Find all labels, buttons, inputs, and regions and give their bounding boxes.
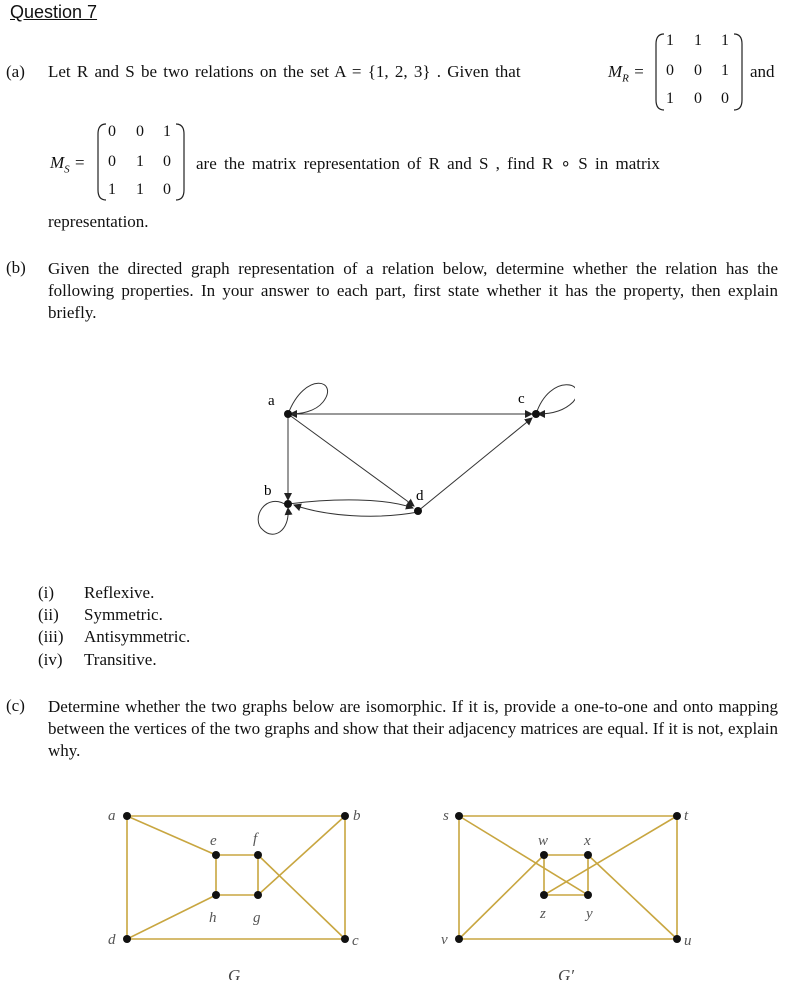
- part-c-text: Determine whether the two graphs below are isomorphic. If it is, provide a one-to-one and onto mapping between the vertices of the two graphs and show that their adjacency matrices are equal. If it is not, explain why.: [48, 697, 778, 760]
- ms-cell: 0: [163, 181, 171, 198]
- vertex-gp-s: [455, 812, 463, 820]
- edge-a-d: [288, 414, 414, 506]
- property-item: (ii) Symmetric.: [38, 605, 163, 624]
- vertex-label-gp-t: t: [684, 808, 689, 824]
- ms-cell: 1: [108, 181, 116, 198]
- graph-g-prime-name: G′: [558, 966, 574, 980]
- vertex-label-gp-x: x: [584, 833, 591, 849]
- edge-gp: [459, 855, 544, 939]
- mr-cell: 0: [666, 62, 674, 79]
- vertex-g-f: [254, 851, 262, 859]
- edge-b-d: [288, 500, 413, 508]
- vertex-g-c: [341, 935, 349, 943]
- ms-cell: 1: [136, 153, 144, 170]
- mr-cell: 1: [666, 90, 674, 107]
- matrix-r: [654, 30, 744, 114]
- loop-c: [536, 385, 575, 414]
- vertex-gp-x: [584, 851, 592, 859]
- property-item: (iv) Transitive.: [38, 650, 157, 669]
- part-b-label: (b): [6, 258, 26, 277]
- part-a-end: representation.: [48, 212, 149, 231]
- edge-g: [258, 816, 345, 895]
- edge-d-c: [418, 418, 532, 511]
- vertex-g-g: [254, 891, 262, 899]
- loop-b: [258, 501, 288, 534]
- vertex-g-d: [123, 935, 131, 943]
- ms-cell: 0: [108, 123, 116, 140]
- vertex-gp-u: [673, 935, 681, 943]
- property-item: (i) Reflexive.: [38, 583, 155, 602]
- edge-g: [127, 816, 216, 855]
- vertex-label-gp-u: u: [684, 933, 692, 949]
- edge-d-b: [294, 505, 418, 516]
- vertex-a: [284, 410, 292, 418]
- directed-graph: [245, 370, 575, 540]
- vertex-label-g-b: b: [353, 808, 360, 824]
- vertex-g-e: [212, 851, 220, 859]
- vertex-gp-z: [540, 891, 548, 899]
- vertex-c: [532, 410, 540, 418]
- ms-cell: 1: [163, 123, 171, 140]
- graph-g: [100, 800, 360, 980]
- graph-g-name: G: [228, 966, 241, 980]
- vertex-label-gp-w: w: [538, 833, 549, 849]
- mr-cell: 1: [666, 32, 674, 49]
- vertex-label-gp-s: s: [443, 808, 449, 824]
- vertex-label-g-g: g: [253, 910, 261, 926]
- vertex-g-a: [123, 812, 131, 820]
- mr-cell: 0: [694, 62, 702, 79]
- mr-cell: 1: [721, 32, 729, 49]
- vertex-g-h: [212, 891, 220, 899]
- vertex-gp-v: [455, 935, 463, 943]
- part-b-text: Given the directed graph representation of a relation below, determine whether the relation has the following properties. In your answer to each part, first state whether it has the property, then explain briefly.: [48, 259, 778, 322]
- mr-label: $M_R$ =: [608, 62, 645, 85]
- loop-a: [288, 383, 328, 414]
- mr-cell: 1: [694, 32, 702, 49]
- vertex-label-gp-v: v: [441, 932, 448, 948]
- edge-gp: [588, 855, 677, 939]
- vertex-g-b: [341, 812, 349, 820]
- vertex-label-gp-z: z: [540, 906, 546, 922]
- edge-g: [127, 895, 216, 939]
- ms-cell: 0: [108, 153, 116, 170]
- vertex-d: [414, 507, 422, 515]
- and-word: and: [750, 62, 775, 81]
- vertex-label-g-d: d: [108, 932, 116, 948]
- vertex-label-g-h: h: [209, 910, 217, 926]
- matrix-s: [96, 120, 186, 204]
- mr-cell: 0: [694, 90, 702, 107]
- part-a-label: (a): [6, 62, 25, 81]
- ms-label: $M_S$ =: [50, 153, 86, 176]
- vertex-gp-y: [584, 891, 592, 899]
- vertex-label-d: d: [416, 488, 424, 504]
- vertex-gp-w: [540, 851, 548, 859]
- mr-cell: 1: [721, 62, 729, 79]
- vertex-label-g-e: e: [210, 833, 217, 849]
- property-item: (iii) Antisymmetric.: [38, 627, 191, 646]
- vertex-label-b: b: [264, 483, 272, 499]
- part-a-middle: are the matrix representation of R and S , find R ∘ S in matrix: [196, 154, 660, 173]
- graph-g-prime: [432, 800, 712, 980]
- ms-cell: 1: [136, 181, 144, 198]
- vertex-label-gp-y: y: [586, 906, 593, 922]
- question-title: Question 7: [10, 2, 98, 22]
- ms-cell: 0: [136, 123, 144, 140]
- vertex-label-g-f: f: [253, 831, 258, 847]
- edge-g: [258, 855, 345, 939]
- vertex-label-c: c: [518, 391, 525, 407]
- mr-cell: 0: [721, 90, 729, 107]
- vertex-b: [284, 500, 292, 508]
- vertex-label-g-c: c: [352, 933, 359, 949]
- ms-cell: 0: [163, 153, 171, 170]
- part-a-line1: Let R and S be two relations on the set A = {1, 2, 3} . Given that: [48, 62, 521, 81]
- vertex-label-a: a: [268, 393, 275, 409]
- part-c-label: (c): [6, 696, 25, 715]
- vertex-gp-t: [673, 812, 681, 820]
- vertex-label-g-a: a: [108, 808, 116, 824]
